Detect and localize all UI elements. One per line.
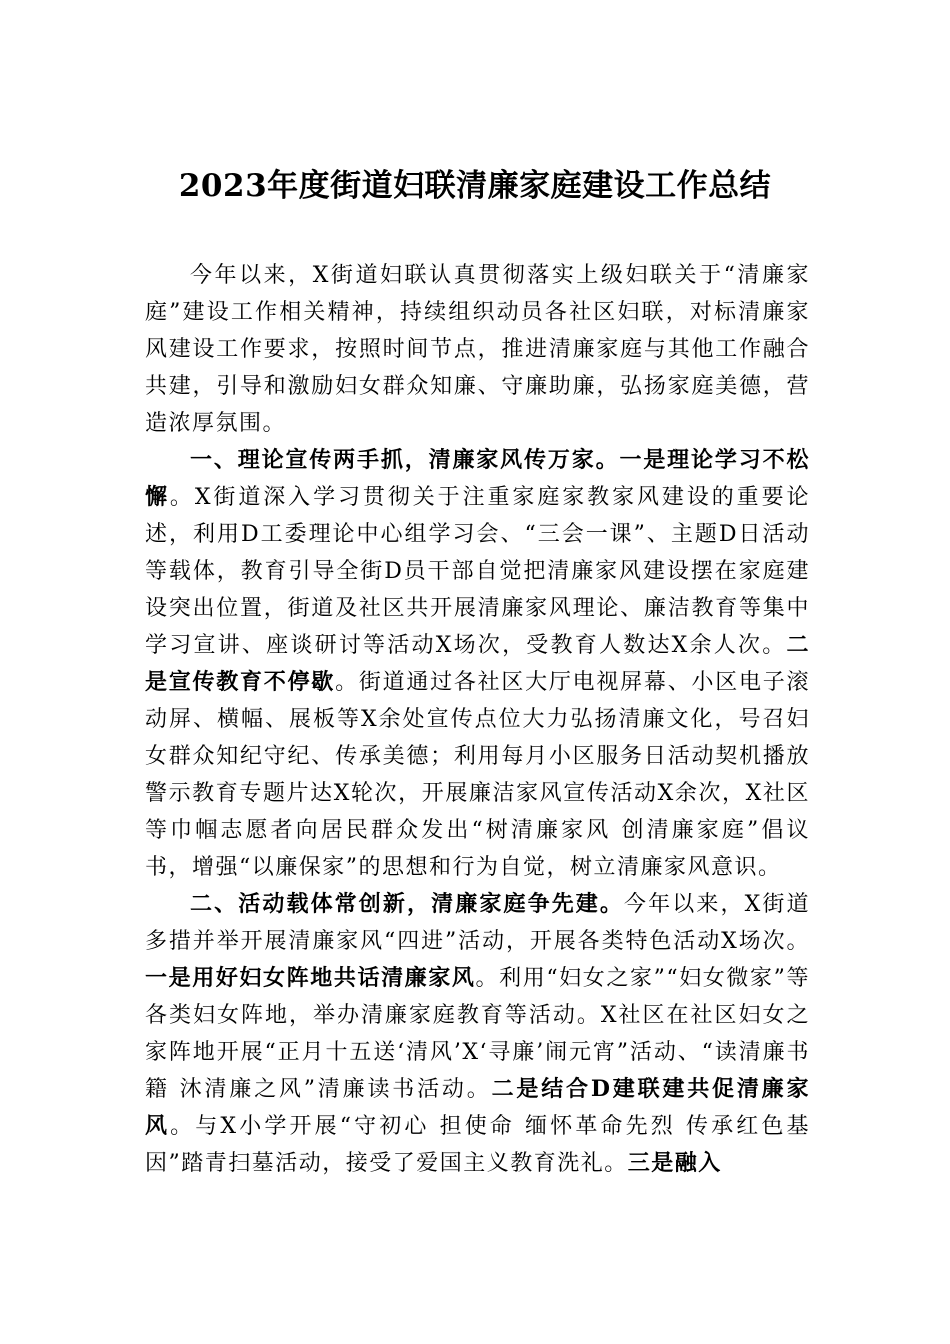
section-1-point-1-text: 。X街道深入学习贯彻关于注重家庭家教家风建设的重要论述，利用D工委理论中心组学习会、“三会一课”、主题D日活动等载体，教育引导全街D员干部自觉把清廉家风建设摆在家庭建设突出位置，街道及社区共开展清廉家风理论、廉洁教育等集中学习宣讲、座谈研讨等活动X场次，受教育人数达X余人次。 <box>145 485 810 658</box>
section-1-paragraph <box>145 442 810 886</box>
section-1-point-2-text: 。街道通过各社区大厅电视屏幕、小区电子滚动屏、横幅、展板等X余处宣传点位大力弘扬清廉文化，号召妇女群众知纪守纪、传承美德；利用每月小区服务日活动契机播放警示教育专题片达X轮次，开展廉洁家风宣传活动X余次，X社区等巾帼志愿者向居民群众发出“树清廉家风 创清廉家庭”倡议书，增强“以廉保家”的思想和行为自觉，树立清廉家风意识。 <box>145 670 810 880</box>
section-2-point-1-title: 一是用好妇女阵地共话清廉家风 <box>145 965 476 991</box>
section-2-point-2-text: 。与X小学开展“守初心 担使命 缅怀革命先烈 传承红色基因”踏青扫墓活动，接受了爱国主义教育洗礼。 <box>145 1114 810 1176</box>
document-body <box>145 257 810 1182</box>
section-2-point-3-title: 三是融入 <box>627 1150 722 1176</box>
section-1-heading: 一、理论宣传两手抓，清廉家风传万家。 <box>190 447 620 473</box>
section-1-point-2-title: 二是宣传教育不停歇 <box>145 632 810 695</box>
section-2-point-1-text: 。利用“妇女之家”“妇女微家”等各类妇女阵地，举办清廉家庭教育等活动。X社区在社区妇女之家阵地开展“正月十五送‘清风’X‘寻廉’闹元宵”活动、“读清廉书籍 沐清廉之风”清廉读书活动。 <box>145 966 810 1102</box>
section-2-point-2-title: 二是结合D建联建共促清廉家风 <box>145 1076 810 1139</box>
intro-paragraph: 今年以来，X街道妇联认真贯彻落实上级妇联关于“清廉家庭”建设工作相关精神，持续组织动员各社区妇联，对标清廉家风建设工作要求，按照时间节点，推进清廉家庭与其他工作融合共建，引导和激励妇女群众知廉、守廉助廉，弘扬家庭美德，营造浓厚氛围。 <box>145 263 810 436</box>
document-title: 2023年度街道妇联清廉家庭建设工作总结 <box>178 168 772 204</box>
section-2-lead: 今年以来，X街道多措并举开展清廉家风“四进”活动，开展各类特色活动X场次。 <box>145 892 810 954</box>
section-1-point-1-title: 一是理论学习不松懈 <box>145 447 810 510</box>
section-2-paragraph <box>145 886 810 1182</box>
section-2-heading: 二、活动载体常创新，清廉家庭争先建。 <box>190 891 625 917</box>
